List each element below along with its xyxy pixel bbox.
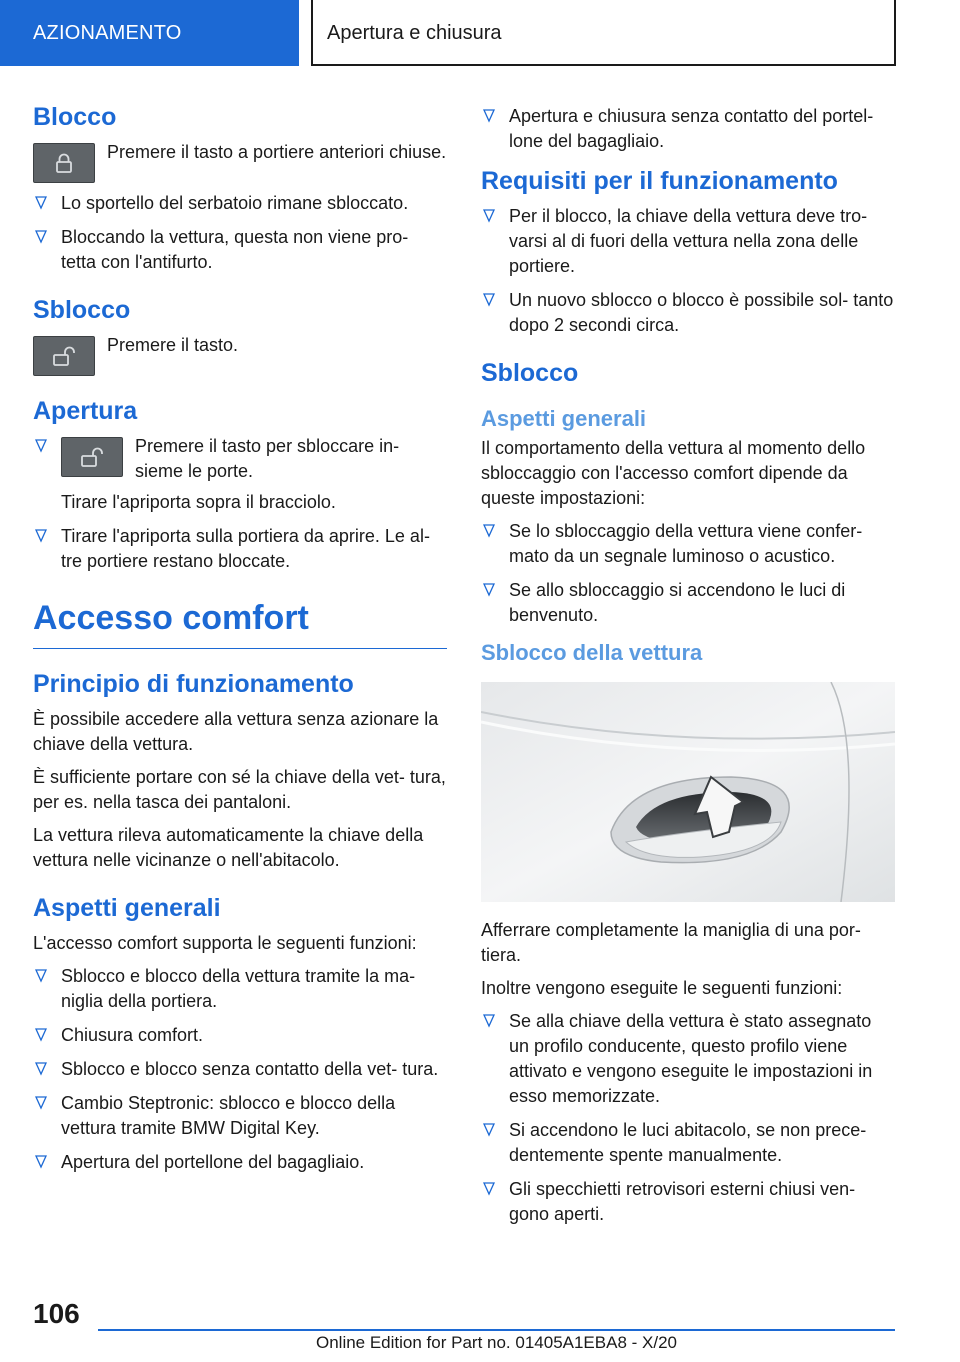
lock-icon: [55, 153, 73, 173]
list-item: Apertura e chiusura senza contatto del portel- lone del bagagliaio.: [481, 104, 895, 154]
sblocco-key-text: Premere il tasto.: [107, 335, 239, 355]
apertura-extra-text: Tirare l'apriporta sopra il bracciolo.: [61, 492, 336, 512]
list-item: Se lo sbloccaggio della vettura viene confer- mato da un segnale luminoso o acustico.: [481, 519, 895, 569]
heading-requisiti: Requisiti per il funzionamento: [481, 167, 838, 195]
list-item: Gli specchietti retrovisori esterni chiusi ven- gono aperti.: [481, 1177, 895, 1227]
aspetti-bullet-list-right: [481, 519, 895, 628]
list-item: Lo sportello del serbatoio rimane sbloccato.: [33, 191, 447, 216]
list-item: Un nuovo sblocco o blocco è possibile sol- tanto dopo 2 secondi circa.: [481, 288, 895, 338]
list-item: Cambio Steptronic: sblocco e blocco della vettura tramite BMW Digital Key.: [33, 1091, 447, 1141]
chapter-title: Apertura e chiusura: [311, 0, 896, 66]
apertura-key-text: Premere il tasto per sbloccare in- sieme le porte.: [135, 436, 400, 481]
principio-paragraph-3: La vettura rileva automaticamente la chiave della vettura nelle vicinanze o nell'abitacolo.: [33, 825, 424, 870]
bullet-triangle-icon: [35, 1155, 47, 1169]
heading-sblocco: Sblocco: [33, 296, 131, 324]
list-item: Chiusura comfort.: [33, 1023, 447, 1048]
heading-aspetti-generali-right: Aspetti generali: [481, 406, 647, 431]
aspetti-intro: L'accesso comfort supporta le seguenti funzioni:: [33, 933, 417, 953]
heading-aspetti-generali: Aspetti generali: [33, 894, 221, 922]
bullet-triangle-icon: [35, 1028, 47, 1042]
bullet-triangle-icon: [483, 524, 495, 538]
unlock-icon: [52, 346, 76, 366]
unlock-key-button: [61, 437, 123, 477]
heading-sblocco-vettura: Sblocco della vettura: [481, 640, 703, 665]
bullet-triangle-icon: [35, 1096, 47, 1110]
apertura-bullet-list: [33, 434, 447, 574]
top-bullet-list: [481, 104, 895, 154]
bullet-triangle-icon: [483, 1182, 495, 1196]
requisiti-bullet-list: [481, 204, 895, 338]
heading-sblocco-right: Sblocco: [481, 359, 579, 387]
page-number: 106: [33, 1298, 80, 1329]
heading-accesso-comfort: Accesso comfort: [33, 596, 447, 649]
sblocco-vettura-intro: Inoltre vengono eseguite le seguenti funzioni:: [481, 978, 843, 998]
heading-apertura: Apertura: [33, 397, 138, 425]
bullet-triangle-icon: [483, 1014, 495, 1028]
unlock-key-button: [33, 336, 95, 376]
list-item: [33, 434, 447, 515]
heading-blocco: Blocco: [33, 103, 117, 131]
footer-divider: [98, 1329, 895, 1331]
list-item: Si accendono le luci abitacolo, se non prece- dentemente spente manualmente.: [481, 1118, 895, 1168]
bullet-triangle-icon: [35, 969, 47, 983]
list-item: Per il blocco, la chiave della vettura deve tro- varsi al di fuori della vettura nella zona delle portiere.: [481, 204, 895, 279]
list-item: Sblocco e blocco senza contatto della vet- tura.: [33, 1057, 447, 1082]
bullet-triangle-icon: [483, 583, 495, 597]
bullet-triangle-icon: [35, 230, 47, 244]
photo-caption: Afferrare completamente la maniglia di una por- tiera.: [481, 920, 861, 965]
list-item: Sblocco e blocco della vettura tramite la ma- niglia della portiera.: [33, 964, 447, 1014]
list-item: Tirare l'apriporta sulla portiera da aprire. Le al- tre portiere restano bloccate.: [33, 524, 447, 574]
right-column: [481, 104, 895, 1237]
bullet-triangle-icon: [483, 293, 495, 307]
bullet-triangle-icon: [483, 1123, 495, 1137]
list-item: Apertura del portellone del bagagliaio.: [33, 1150, 447, 1175]
bullet-triangle-icon: [35, 529, 47, 543]
aspetti-intro-right: Il comportamento della vettura al momento dello sbloccaggio con l'accesso comfort dipende da queste impostazioni:: [481, 438, 866, 508]
page-header: [0, 0, 960, 66]
unlock-icon: [80, 447, 104, 467]
bullet-triangle-icon: [35, 196, 47, 210]
list-item: Se allo sbloccaggio si accendono le luci di benvenuto.: [481, 578, 895, 628]
list-item: Se alla chiave della vettura è stato assegnato un profilo conducente, questo profilo viene attivato e vengono eseguite le impostazioni in esso memorizzate.: [481, 1009, 895, 1109]
blocco-key-text: Premere il tasto a portiere anteriori chiuse.: [107, 142, 447, 162]
heading-principio: Principio di funzionamento: [33, 670, 354, 698]
bullet-triangle-icon: [35, 1062, 47, 1076]
principio-paragraph-1: È possibile accedere alla vettura senza azionare la chiave della vettura.: [33, 709, 439, 754]
bullet-triangle-icon: [483, 109, 495, 123]
bullet-triangle-icon: [35, 439, 47, 453]
sblocco-vettura-bullet-list: [481, 1009, 895, 1227]
blocco-bullet-list: [33, 191, 447, 275]
section-tab: AZIONAMENTO: [0, 0, 299, 66]
sblocco-key-row: [33, 333, 447, 376]
apertura-key-row: [61, 434, 447, 484]
left-column: [33, 96, 447, 1185]
aspetti-bullet-list: [33, 964, 447, 1175]
list-item: Bloccando la vettura, questa non viene pro- tetta con l'antifurto.: [33, 225, 447, 275]
footer-edition: Online Edition for Part no. 01405A1EBA8 - X/20: [315, 1333, 677, 1352]
bullet-triangle-icon: [483, 209, 495, 223]
blocco-key-row: [33, 140, 447, 183]
lock-key-button: [33, 143, 95, 183]
principio-paragraph-2: È sufficiente portare con sé la chiave della vet- tura, per es. nella tasca dei pantaloni.: [33, 767, 446, 812]
door-handle-photo: [481, 682, 895, 902]
